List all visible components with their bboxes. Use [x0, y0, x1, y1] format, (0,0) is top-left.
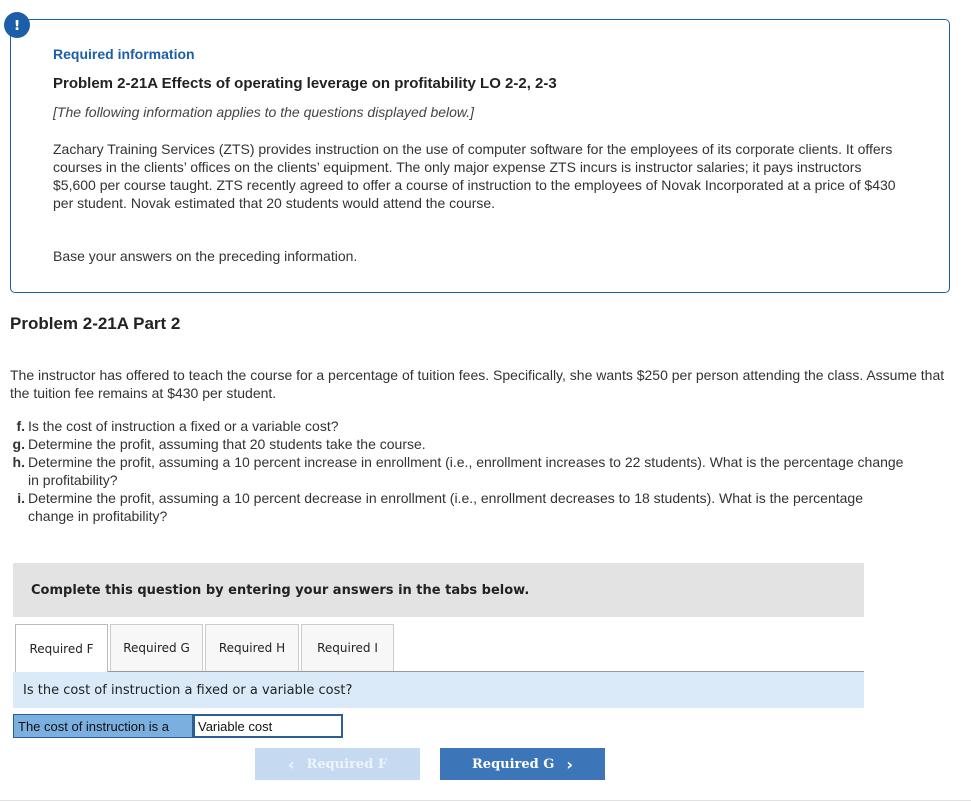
previous-required-button[interactable]: [255, 748, 420, 780]
question-item: [10, 417, 910, 435]
tab-required-f[interactable]: Required F: [15, 624, 108, 672]
question-letter: i.: [17, 490, 25, 506]
part-intro: The instructor has offered to teach the course for a percentage of tuition fees. Specifically, she wants $250 per person attending the class. Assume that the tuition fee remains at $430 per student.: [10, 367, 945, 401]
question-prompt: Is the cost of instruction a fixed or a variable cost?: [23, 682, 353, 698]
question-letter: f.: [16, 418, 25, 434]
bottom-divider: [0, 800, 971, 801]
answer-tabs: [15, 624, 396, 672]
required-information-box: [10, 19, 950, 293]
info-note: [The following information applies to the questions displayed below.]: [53, 104, 475, 120]
answer-input[interactable]: [193, 714, 343, 738]
instruction-bar: [13, 563, 864, 617]
tab-required-h[interactable]: Required H: [205, 624, 299, 671]
info-body: Zachary Training Services (ZTS) provides instruction on the use of computer software for the employees of its corporate clients. It offers courses in the clients’ offices on the clients’ equipment. The only major expense ZTS incurs is instructor salaries; it pays instructors $5,600 per course taught. ZTS recently agreed to offer a course of instruction to the employees of Novak Incorporated at a price of $430 per student. Novak estimated that 20 students would attend the course.: [53, 141, 896, 211]
question-text: Is the cost of instruction a fixed or a variable cost?: [28, 418, 339, 434]
question-item: [10, 489, 910, 525]
question-list: [10, 417, 910, 525]
question-prompt-bar: [13, 672, 864, 708]
question-item: [10, 453, 910, 489]
question-letter: h.: [12, 454, 25, 470]
next-button-label: Required G: [472, 756, 555, 772]
answer-label: The cost of instruction is a: [13, 714, 193, 738]
chevron-left-icon: ‹: [287, 754, 295, 774]
question-text: Determine the profit, assuming that 20 students take the course.: [28, 436, 426, 452]
previous-button-label: Required F: [306, 756, 388, 772]
chevron-right-icon: ›: [566, 754, 573, 774]
question-text: Determine the profit, assuming a 10 percent increase in enrollment (i.e., enrollment increases to 22 students). What is the percentage change in profitability?: [28, 454, 904, 488]
tab-required-i[interactable]: Required I: [301, 624, 394, 671]
next-required-button[interactable]: [440, 748, 605, 780]
info-title: Required information: [53, 46, 195, 62]
tab-required-g[interactable]: Required G: [110, 624, 203, 671]
question-letter: g.: [12, 436, 25, 452]
question-text: Determine the profit, assuming a 10 percent decrease in enrollment (i.e., enrollment decreases to 18 students). What is the percentage change in profitability?: [28, 490, 863, 524]
exclamation-icon: !: [4, 12, 30, 38]
part-heading: Problem 2-21A Part 2: [10, 314, 181, 333]
question-item: [10, 435, 910, 453]
instruction-text: Complete this question by entering your answers in the tabs below.: [31, 582, 530, 598]
problem-title: Problem 2-21A Effects of operating leverage on profitability LO 2-2, 2-3: [53, 75, 557, 92]
info-base-text: Base your answers on the preceding information.: [53, 248, 358, 264]
